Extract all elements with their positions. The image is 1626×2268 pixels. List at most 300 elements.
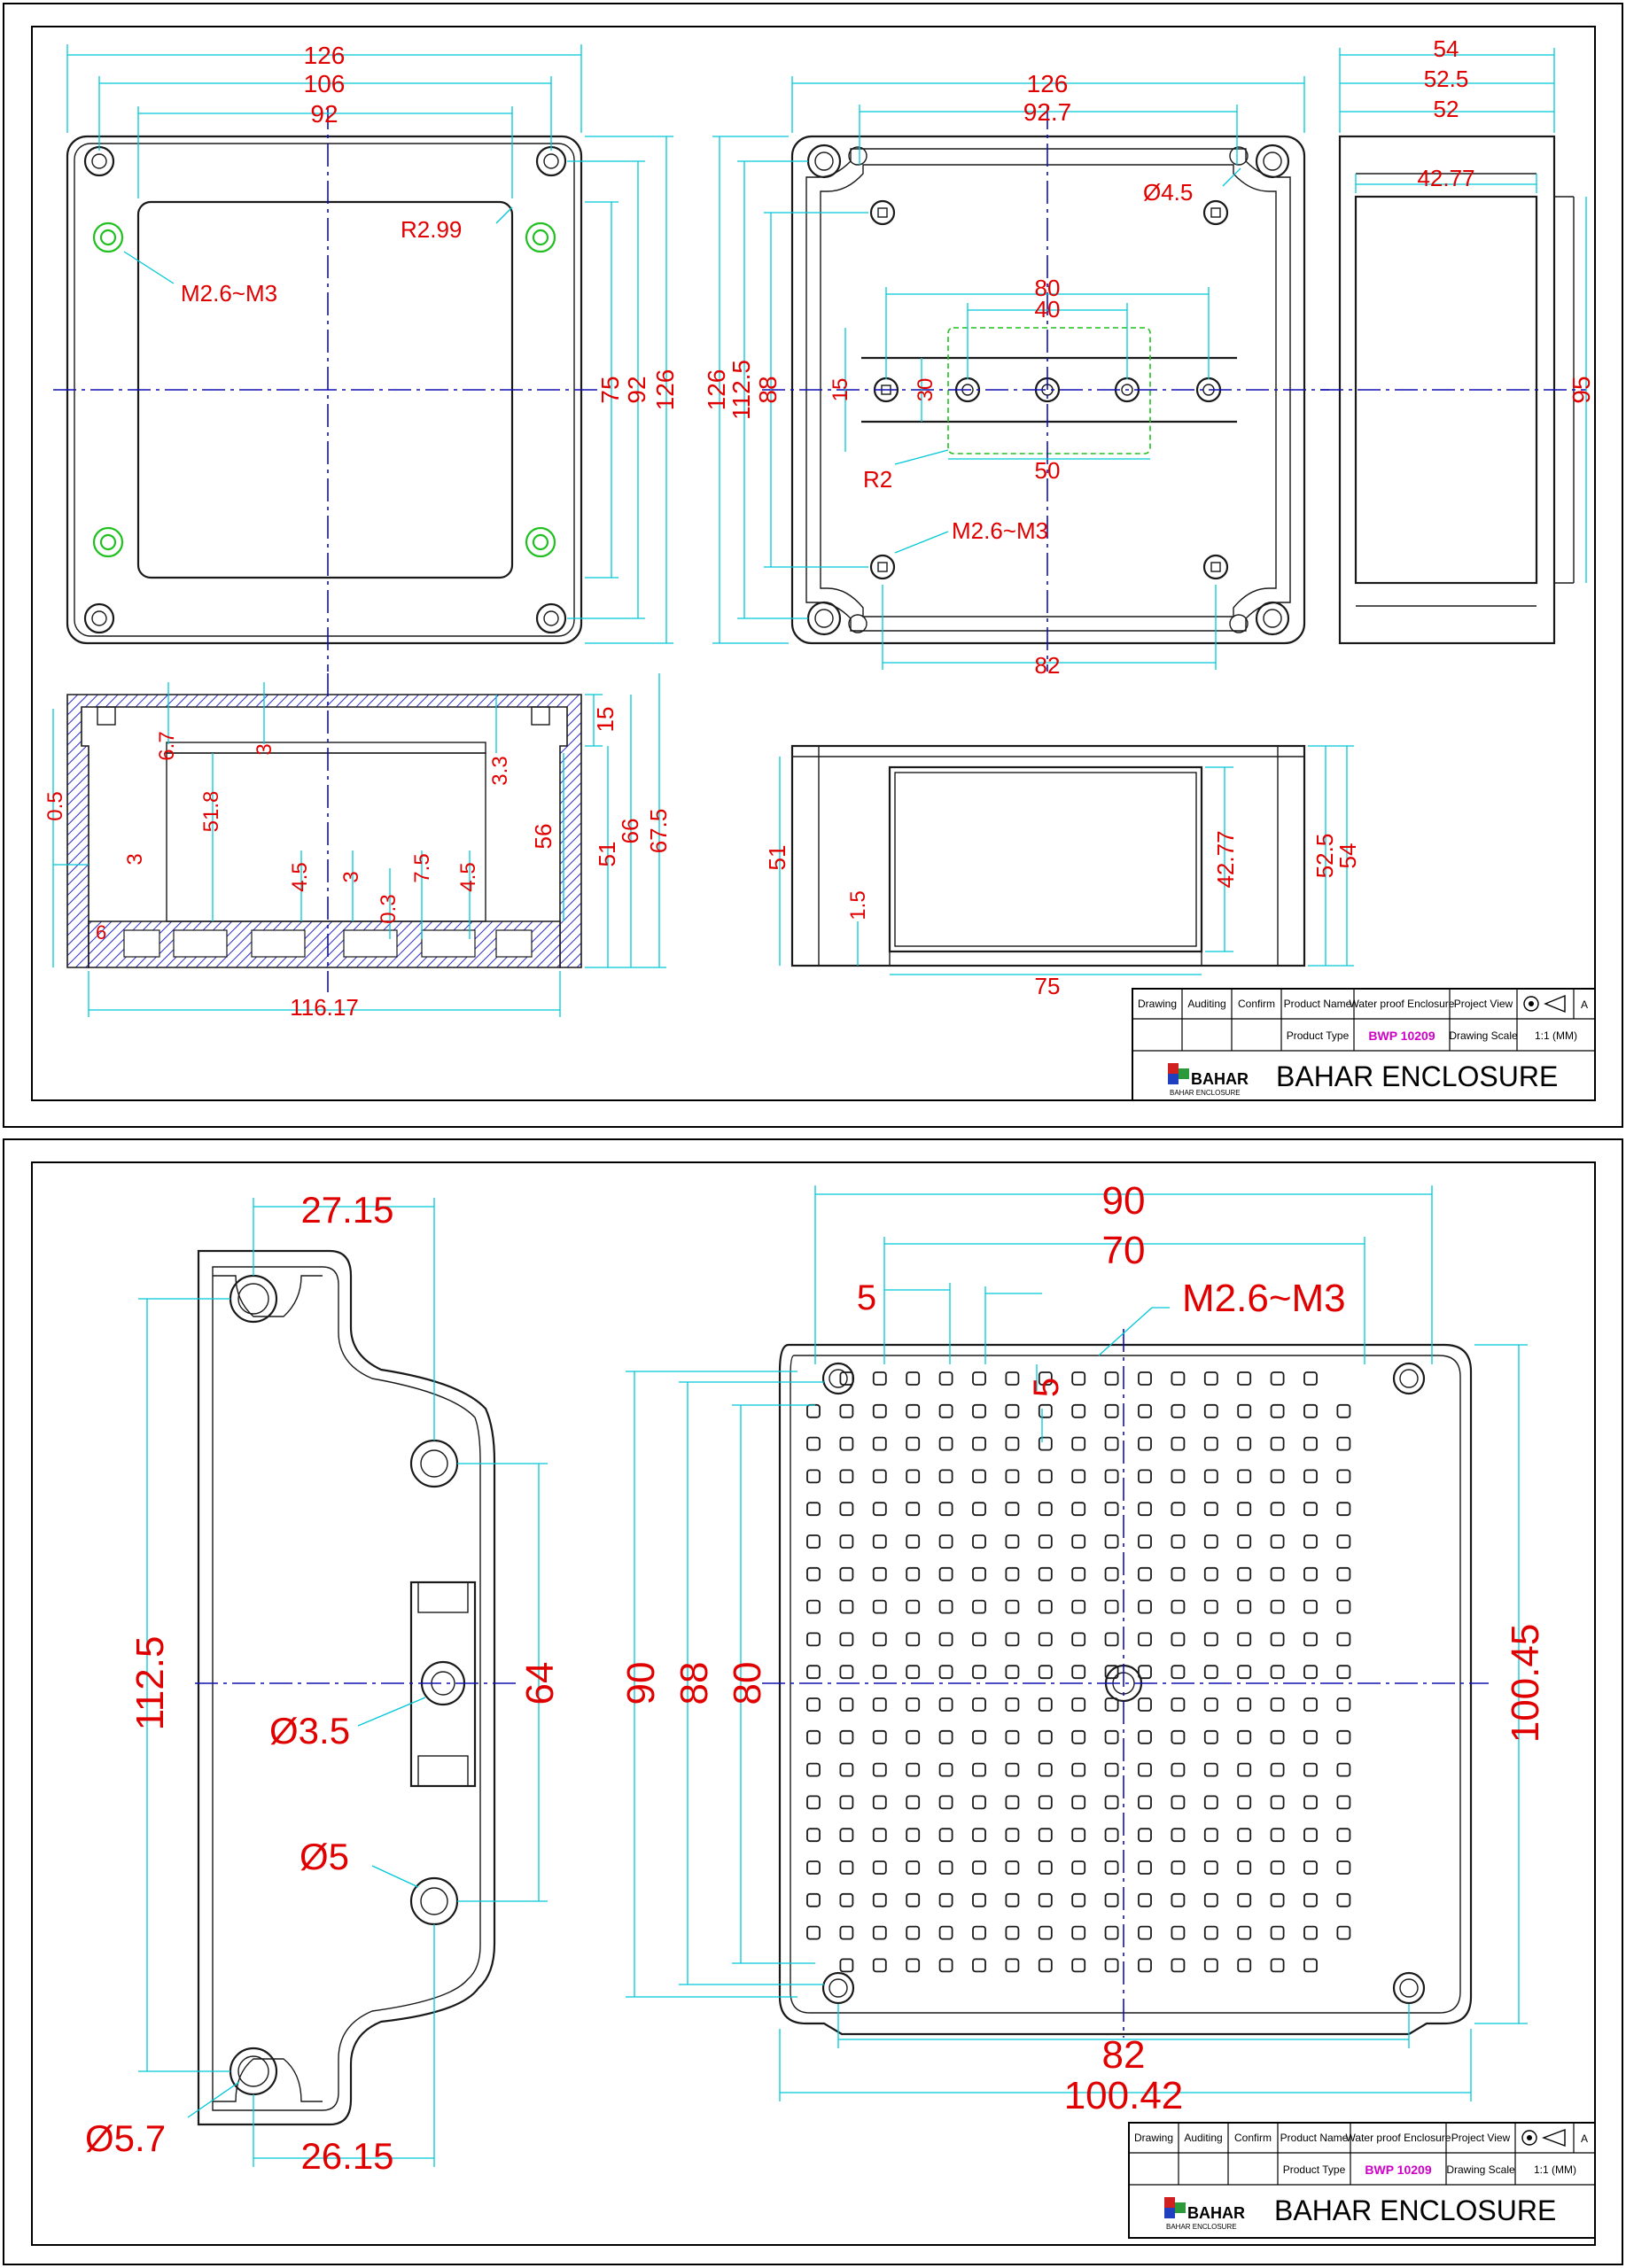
plate-slot [1039,1796,1052,1808]
tb1-product-type-label: Product Type [1286,1029,1350,1042]
top-height-126: 126 [651,369,679,411]
plate-slot [1304,1633,1317,1645]
plate-slot [940,1861,953,1874]
section-dim-116-17: 116.17 [290,994,359,1021]
plate-slot [1039,1568,1052,1581]
plate-slot [840,1894,852,1907]
inside-screw-label: M2.6~M3 [952,517,1049,544]
plate-slot [1238,1796,1250,1808]
plate-slot [874,1601,886,1613]
plate-slot [1072,1568,1085,1581]
plate-slot [840,1535,852,1548]
plate-slot [1238,1633,1250,1645]
plate-dim-90: 90 [1101,1179,1146,1223]
inside-hole-4-5: Ø4.5 [1143,179,1194,206]
plate-slot [1072,1438,1085,1450]
tb2-drawing-scale: 1:1 (MM) [1534,2163,1576,2176]
plate-slot-grid [807,1372,1350,1971]
side-dim-42-77: 42.77 [1417,165,1475,191]
plate-slot [1006,1861,1018,1874]
plate-slot [1205,1535,1218,1548]
plate-slot [1072,1861,1085,1874]
plate-slot [1039,1438,1052,1450]
plate-slot [1304,1861,1317,1874]
plate-slot [1072,1764,1085,1776]
plate-slot [1272,1829,1284,1841]
plate-slot [874,1470,886,1482]
plate-slot [973,1438,985,1450]
plate-slot [840,1959,852,1971]
plate-slot [840,1405,852,1418]
plate-slot [840,1829,852,1841]
plate-slot [1139,1927,1151,1939]
plate-slot [1171,1796,1184,1808]
plate-slot [906,1535,919,1548]
plate-slot [1039,1829,1052,1841]
plate-slot [973,1731,985,1744]
plate-slot [840,1698,852,1711]
plate-slot [973,1698,985,1711]
inside-dim-80: 80 [1034,275,1061,301]
plate-slot [1304,1405,1317,1418]
plate-slot [1006,1470,1018,1482]
plate-slot [1171,1503,1184,1515]
plate-slot [906,1601,919,1613]
plate-slot [807,1568,820,1581]
section-dim-67-5: 67.5 [645,808,672,854]
plate-slot [1205,1698,1218,1711]
plate-slot [1272,1601,1284,1613]
plate-slot [1205,1829,1218,1841]
plate-slot [874,1535,886,1548]
section-dim-4-5b: 4.5 [456,862,480,892]
plate-slot [807,1829,820,1841]
plate-dim-100-42: 100.42 [1063,2074,1184,2117]
plate-slot [1139,1796,1151,1808]
bracket-hole-5: Ø5 [300,1836,350,1877]
plate-slot [1272,1698,1284,1711]
plate-slot [1337,1568,1350,1581]
plate-slot [1139,1959,1151,1971]
sheet2-inner-border [32,1162,1595,2245]
plate-slot [1006,1438,1018,1450]
plate-slot [840,1796,852,1808]
plate-slot [1304,1470,1317,1482]
plate-slot [1006,1731,1018,1744]
plate-slot [874,1731,886,1744]
bracket-dim-112-5: 112.5 [128,1635,172,1731]
plate-slot [1272,1894,1284,1907]
plate-slot [906,1503,919,1515]
plate-slot [906,1829,919,1841]
top-width-126: 126 [303,42,346,69]
plate-slot [973,1796,985,1808]
plate-slot [1337,1861,1350,1874]
plate-slot [1238,1861,1250,1874]
tb1-product-type: BWP 10209 [1368,1029,1435,1043]
plate-dim-5-vertical: 5 [1027,1377,1066,1398]
side-dim-95: 95 [1568,376,1595,404]
plate-slot [1337,1731,1350,1744]
plate-slot [840,1601,852,1613]
plate-slot [1139,1829,1151,1841]
plate-slot [1106,1372,1118,1385]
plate-slot [973,1470,985,1482]
plate-slot [906,1861,919,1874]
tb2-project-view: Project View [1451,2132,1511,2144]
plate-slot [973,1535,985,1548]
plate-slot [1106,1861,1118,1874]
plate-slot [1337,1405,1350,1418]
plate-slot [1304,1894,1317,1907]
section-dim-7-5: 7.5 [410,853,434,883]
plate-slot [1171,1861,1184,1874]
inside-radius-r2: R2 [863,466,893,493]
plate-slot [1337,1666,1350,1678]
plate-slot [1171,1372,1184,1385]
plate-slot [1171,1405,1184,1418]
plate-dim-90-vertical: 90 [619,1661,663,1705]
plate-slot [1072,1959,1085,1971]
plate-slot [1072,1633,1085,1645]
front-dim-42-77: 42.77 [1212,830,1239,889]
plate-slot [1238,1405,1250,1418]
tb2-logo-subtext: BAHAR ENCLOSURE [1166,2223,1237,2231]
plate-slot [1006,1666,1018,1678]
plate-slot [940,1764,953,1776]
plate-slot [1171,1601,1184,1613]
plate-slot [1106,1894,1118,1907]
plate-slot [1238,1894,1250,1907]
plate-slot [1272,1438,1284,1450]
plate-slot [840,1861,852,1874]
plate-slot [1006,1927,1018,1939]
plate-slot [940,1731,953,1744]
plate-slot [874,1796,886,1808]
plate-slot [1304,1829,1317,1841]
tb1-product-name-label: Product Name [1283,998,1352,1010]
plate-slot [1039,1894,1052,1907]
plate-slot [1272,1503,1284,1515]
plate-slot [1304,1698,1317,1711]
plate-slot [906,1959,919,1971]
section-dim-3-left: 3 [123,853,147,866]
plate-slot [940,1601,953,1613]
plate-slot [1238,1601,1250,1613]
plate-slot [874,1829,886,1841]
plate-slot [1072,1796,1085,1808]
plate-slot [807,1601,820,1613]
tb2-product-type-label: Product Type [1282,2163,1346,2176]
plate-slot [840,1568,852,1581]
plate-slot [1072,1535,1085,1548]
plate-slot [840,1438,852,1450]
plate-slot [1272,1796,1284,1808]
plate-slot [1238,1959,1250,1971]
front-dim-51: 51 [764,844,790,871]
plate-slot [1337,1829,1350,1841]
plate-slot [1072,1894,1085,1907]
plate-slot [1171,1927,1184,1939]
plate-slot [1171,1894,1184,1907]
inside-width-92-7: 92.7 [1023,98,1072,126]
plate-slot [1171,1764,1184,1776]
plate-slot [1039,1470,1052,1482]
plate-slot [1337,1503,1350,1515]
plate-dim-5-horizontal: 5 [856,1278,877,1317]
plate-slot [874,1666,886,1678]
plate-slot [906,1470,919,1482]
plate-slot [973,1666,985,1678]
plate-slot [807,1698,820,1711]
plate-slot [906,1568,919,1581]
section-dim-51-8: 51.8 [199,790,223,833]
plate-slot [1205,1405,1218,1418]
plate-slot [906,1372,919,1385]
plate-slot [1006,1601,1018,1613]
plate-slot [1238,1698,1250,1711]
plate-slot [1337,1927,1350,1939]
tb1-drawing-scale: 1:1 (MM) [1535,1029,1577,1042]
front-dim-52-5: 52.5 [1311,833,1338,879]
plate-slot [1337,1894,1350,1907]
section-dim-6-7: 6.7 [155,731,179,761]
plate-slot [807,1927,820,1939]
plate-slot [906,1666,919,1678]
top-radius: R2.99 [401,216,463,243]
plate-slot [1205,1438,1218,1450]
plate-slot [1337,1438,1350,1450]
plate-slot [874,1568,886,1581]
plate-slot [1337,1601,1350,1613]
plate-slot [1039,1861,1052,1874]
plate-slot [1006,1894,1018,1907]
plate-slot [906,1731,919,1744]
plate-slot [973,1764,985,1776]
plate-slot [840,1666,852,1678]
bracket-dim-26-15: 26.15 [300,2135,394,2177]
side-dim-52: 52 [1433,96,1459,122]
plate-slot [1139,1731,1151,1744]
plate-dim-80-vertical: 80 [726,1661,769,1705]
plate-slot [1337,1796,1350,1808]
plate-slot [940,1535,953,1548]
plate-slot [906,1405,919,1418]
plate-slot [1205,1601,1218,1613]
plate-slot [1238,1666,1250,1678]
plate-slot [807,1796,820,1808]
plate-slot [1171,1959,1184,1971]
top-width-106: 106 [303,70,346,97]
plate-slot [1106,1731,1118,1744]
plate-slot [1171,1731,1184,1744]
plate-dim-70: 70 [1101,1229,1146,1272]
plate-slot [1304,1372,1317,1385]
plate-slot [973,1894,985,1907]
bracket-dim-64: 64 [518,1661,562,1705]
bracket-dim-27-15: 27.15 [300,1189,394,1231]
plate-slot [1272,1959,1284,1971]
plate-slot [1171,1568,1184,1581]
plate-slot [1171,1535,1184,1548]
bracket-hole-3-5: Ø3.5 [269,1710,351,1751]
plate-slot [1006,1535,1018,1548]
plate-slot [940,1633,953,1645]
plate-slot [807,1405,820,1418]
plate-slot [840,1731,852,1744]
plate-slot [1238,1535,1250,1548]
plate-slot [1039,1601,1052,1613]
plate-slot [1072,1731,1085,1744]
plate-slot [840,1470,852,1482]
plate-slot [1304,1438,1317,1450]
plate-slot [807,1535,820,1548]
bracket-hole-5-7: Ø5.7 [85,2117,167,2159]
plate-slot [1238,1372,1250,1385]
section-dim-3-mid: 3 [339,871,363,883]
plate-slot [973,1927,985,1939]
plate-slot [906,1927,919,1939]
top-screw-label: M2.6~M3 [181,280,278,307]
side-dim-52-5: 52.5 [1423,66,1469,92]
plate-slot [1304,1764,1317,1776]
plate-slot [973,1959,985,1971]
plate-slot [1272,1764,1284,1776]
plate-slot [1039,1731,1052,1744]
plate-slot [1272,1666,1284,1678]
top-view [53,44,673,672]
plate-slot [940,1666,953,1678]
plate-slot [1139,1405,1151,1418]
plate-slot [1304,1666,1317,1678]
top-height-75: 75 [596,376,624,404]
plate-slot [940,1894,953,1907]
plate-slot [1006,1372,1018,1385]
plate-slot [874,1438,886,1450]
plate-slot [1006,1796,1018,1808]
plate-slot [940,1568,953,1581]
tb1-auditing: Auditing [1187,998,1226,1010]
tb1-product-name: Water proof Enclosure [1349,998,1455,1010]
plate-slot [1272,1372,1284,1385]
section-dim-51: 51 [594,841,620,867]
tb2-drawing-scale-label: Drawing Scale [1446,2163,1515,2176]
plate-slot [940,1959,953,1971]
plate-slot [1106,1470,1118,1482]
plate-slot [1205,1633,1218,1645]
plate-slot [1039,1405,1052,1418]
tb1-drawing: Drawing [1137,998,1178,1010]
plate-slot [1072,1698,1085,1711]
plate-slot [973,1601,985,1613]
plate-slot [1006,1568,1018,1581]
plate-slot [1039,1503,1052,1515]
section-dim-3-3: 3.3 [488,756,512,786]
plate-slot [1106,1535,1118,1548]
side-dim-54: 54 [1433,35,1459,62]
top-width-92: 92 [310,100,338,128]
plate-slot [1304,1503,1317,1515]
tb1-brand-name: BAHAR ENCLOSURE [1276,1060,1559,1092]
plate-slot [1304,1601,1317,1613]
plate-slot [1139,1894,1151,1907]
plate-slot [874,1927,886,1939]
inside-dim-50: 50 [1034,457,1061,484]
plate-slot [1272,1405,1284,1418]
plate-slot [807,1503,820,1515]
plate-slot [1106,1959,1118,1971]
plate-slot [1039,1666,1052,1678]
tb1-logo-subtext: BAHAR ENCLOSURE [1170,1089,1241,1097]
plate-slot [1171,1470,1184,1482]
section-dim-15: 15 [592,706,619,733]
plate-slot [1171,1698,1184,1711]
plate-slot [1205,1470,1218,1482]
plate-slot [1006,1503,1018,1515]
front-dim-75: 75 [1034,973,1061,999]
plate-slot [1304,1535,1317,1548]
inside-dim-15: 15 [829,377,852,402]
plate-slot [1171,1633,1184,1645]
plate-slot [807,1666,820,1678]
tb1-logo-text: BAHAR [1191,1070,1249,1088]
plate-slot [1139,1470,1151,1482]
plate-slot [1106,1601,1118,1613]
plate-slot [1106,1438,1118,1450]
plate-slot [1337,1470,1350,1482]
tb1-confirm: Confirm [1237,998,1276,1010]
plate-slot [906,1438,919,1450]
plate-slot [1139,1861,1151,1874]
section-dim-66: 66 [617,818,643,844]
plate-slot [1304,1731,1317,1744]
plate-slot [906,1796,919,1808]
plate-slot [1205,1927,1218,1939]
section-dim-4-5a: 4.5 [288,862,312,892]
plate-slot [1006,1633,1018,1645]
plate-dim-82: 82 [1101,2033,1146,2077]
plate-slot [1039,1698,1052,1711]
plate-slot [1205,1568,1218,1581]
plate-slot [807,1470,820,1482]
plate-slot [973,1405,985,1418]
plate-slot [874,1861,886,1874]
plate-slot [906,1698,919,1711]
plate-slot [1205,1796,1218,1808]
plate-slot [906,1764,919,1776]
plate-dim-100-45: 100.45 [1504,1623,1547,1744]
plate-slot [1106,1633,1118,1645]
plate-slot [940,1470,953,1482]
tb2-confirm: Confirm [1233,2132,1272,2144]
plate-slot [1238,1764,1250,1776]
plate-slot [1139,1535,1151,1548]
plate-slot [1072,1470,1085,1482]
plate-slot [906,1633,919,1645]
plate-slot [874,1698,886,1711]
plate-slot [807,1764,820,1776]
plate-slot [1238,1503,1250,1515]
plate-slot [1139,1601,1151,1613]
plate-slot [940,1829,953,1841]
plate-slot [1106,1927,1118,1939]
section-dim-0-5: 0.5 [43,791,67,821]
plate-slot [973,1372,985,1385]
tb2-drawing: Drawing [1133,2132,1174,2144]
plate-slot [1272,1568,1284,1581]
section-dim-3-top: 3 [253,743,276,756]
plate-slot [1072,1666,1085,1678]
